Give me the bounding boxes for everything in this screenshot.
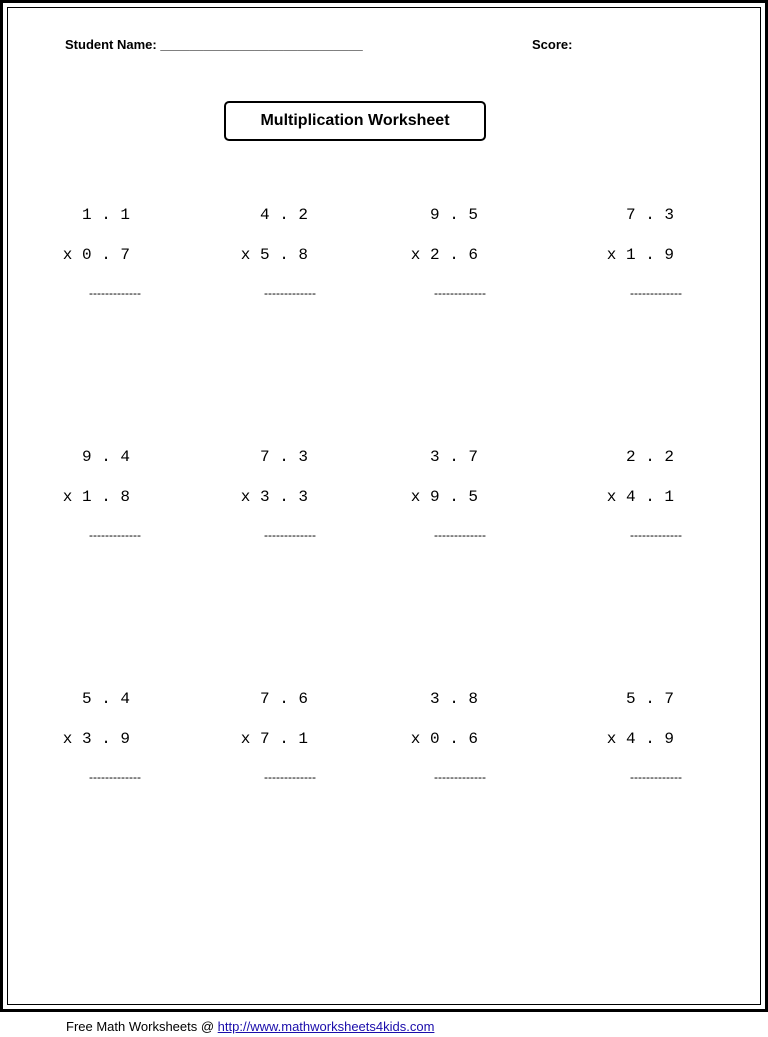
multiplicand: 2 . 2 [625,448,674,466]
title-box [224,101,486,141]
multiplier: x 0 . 7 [62,246,130,264]
multiplicand: 3 . 7 [429,448,478,466]
answer-line[interactable]: ------------- [89,770,141,784]
answer-line[interactable]: ------------- [434,770,486,784]
multiplicand: 5 . 4 [81,690,130,708]
multiplier: x 5 . 8 [240,246,308,264]
answer-line[interactable]: ------------- [434,528,486,542]
multiplicand: 3 . 8 [429,690,478,708]
multiplier: x 4 . 1 [606,488,674,506]
multiplier: x 2 . 6 [410,246,478,264]
page-border-inner [7,7,761,1005]
answer-line[interactable]: ------------- [630,528,682,542]
answer-line[interactable]: ------------- [630,770,682,784]
student-name-label: Student Name: ____________________________ [65,37,363,52]
multiplicand: 1 . 1 [81,206,130,224]
multiplicand: 9 . 5 [429,206,478,224]
answer-line[interactable]: ------------- [434,286,486,300]
multiplicand: 7 . 6 [259,690,308,708]
multiplier: x 1 . 8 [62,488,130,506]
answer-line[interactable]: ------------- [264,528,316,542]
multiplier: x 4 . 9 [606,730,674,748]
answer-line[interactable]: ------------- [264,770,316,784]
answer-line[interactable]: ------------- [264,286,316,300]
multiplier: x 7 . 1 [240,730,308,748]
score-label: Score: [532,37,573,52]
multiplicand: 4 . 2 [259,206,308,224]
answer-line[interactable]: ------------- [89,286,141,300]
footer-text: Free Math Worksheets @ [66,1019,218,1034]
multiplicand: 7 . 3 [259,448,308,466]
footer-link[interactable]: http://www.mathworksheets4kids.com [217,1019,435,1034]
multiplier: x 9 . 5 [410,488,478,506]
worksheet-title: Multiplication Worksheet [260,112,450,129]
multiplier: x 3 . 9 [62,730,130,748]
multiplier: x 3 . 3 [240,488,308,506]
footer [66,1019,434,1034]
multiplier: x 1 . 9 [606,246,674,264]
answer-line[interactable]: ------------- [630,286,682,300]
multiplicand: 5 . 7 [625,690,674,708]
multiplier: x 0 . 6 [410,730,478,748]
multiplicand: 9 . 4 [81,448,130,466]
multiplicand: 7 . 3 [625,206,674,224]
answer-line[interactable]: ------------- [89,528,141,542]
